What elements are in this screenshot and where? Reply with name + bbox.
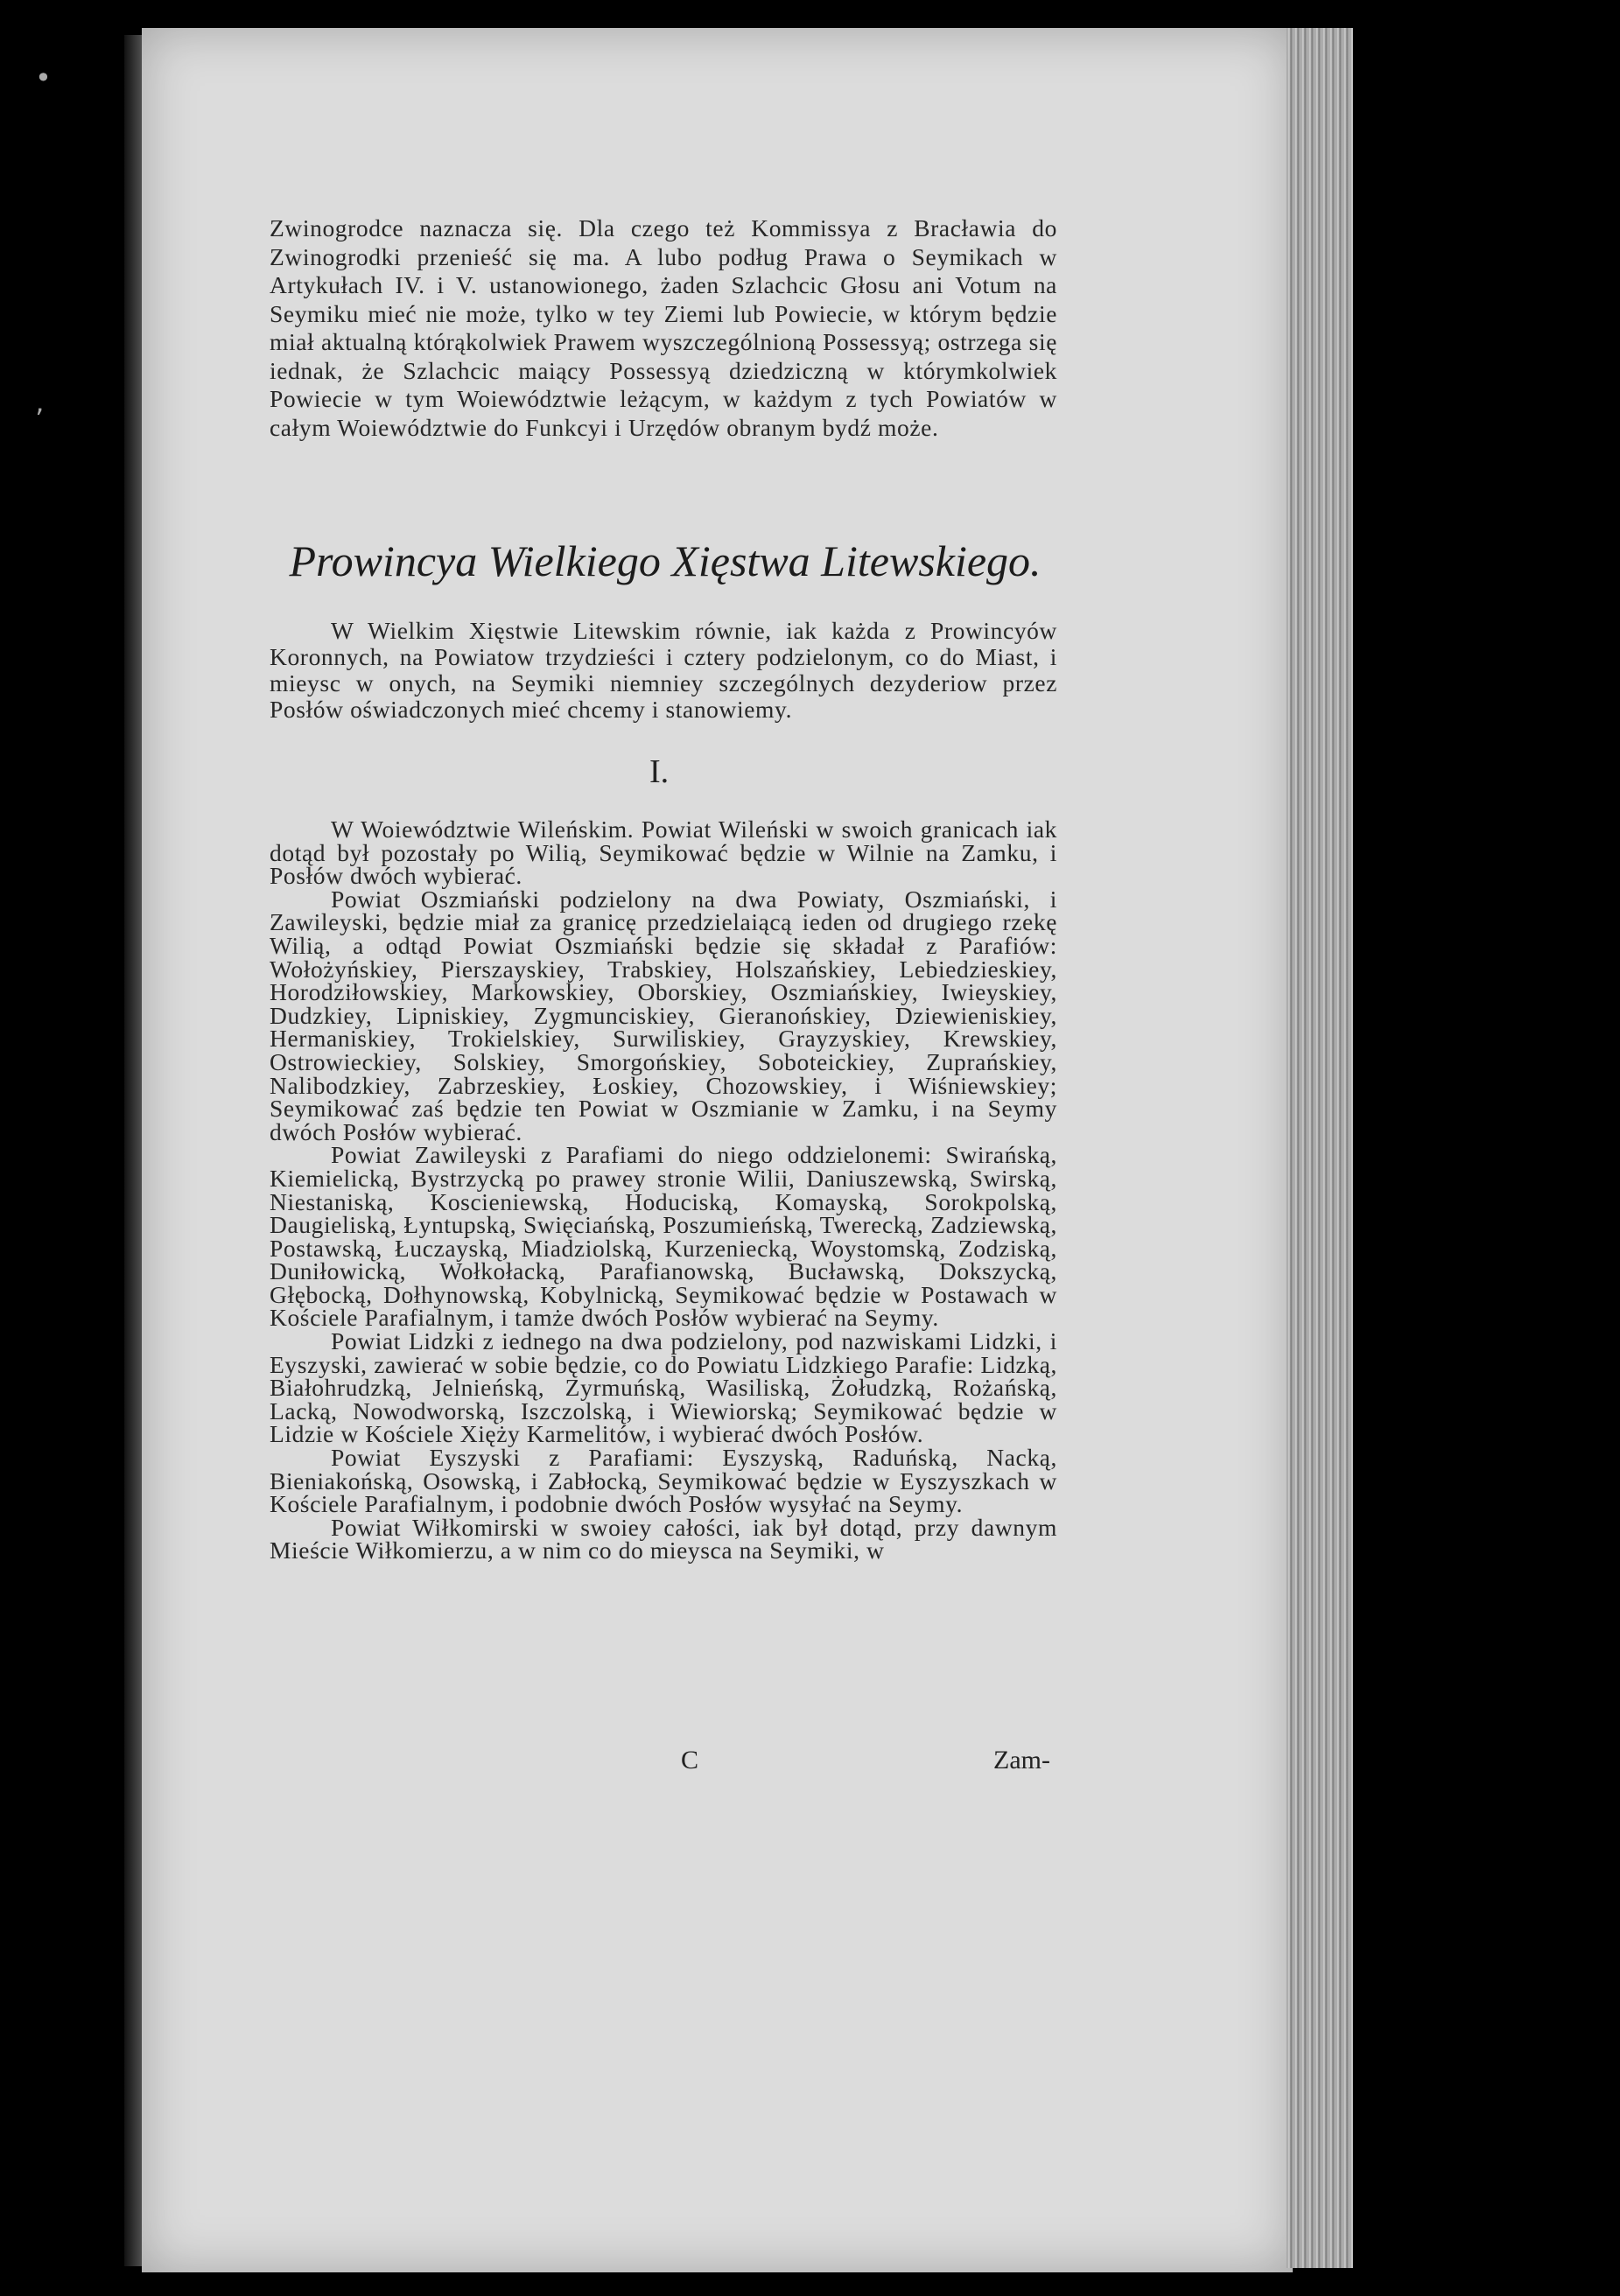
margin-mark: ʼ bbox=[35, 402, 45, 436]
book-spine bbox=[124, 35, 144, 2266]
section-intro: W Wielkim Xięstwie Litewskim równie, iak każda z Prowincyów Koronnych, na Powiatow trzydzieści i cztery podzielonym, co do Miast, i mieysc w onych, na Seymiki niemniey szczególnych dezyderiow przez Posłów oświadczonych mieć chcemy i stanowiemy. bbox=[270, 617, 1057, 723]
paragraph: Powiat Wiłkomirski w swoiey całości, iak był dotąd, przy dawnym Mieście Wiłkomierzu, a w nim co do mieysca na Seymiki, w bbox=[270, 1513, 1057, 1564]
margin-mark: • bbox=[35, 61, 52, 94]
paragraph: Powiat Lidzki z iednego na dwa podzielony, pod nazwiskami Lidzki, i Eyszyski, zawierać w sobie będzie, co do Powiatu Lidzkiego Parafie: Lidzką, Białohrudzką, Jelnieńską, Zyrmuńską, Wasiliską, Żołudzką, Rożańską, Lacką, Nowodworską, Iszczolską, i Wiewiorską; Seymikować będzie w Lidzie w Kościele Xięży Karmelitów, i wybierać dwóch Posłów. bbox=[270, 1327, 1057, 1448]
intro-paragraph: Zwinogrodce naznacza się. Dla czego też Kommissya z Bracławia do Zwinogrodki przenieść się ma. A lubo podług Prawa o Seymikach w Artykułach IV. i V. ustanowionego, żaden Szlachcic Głosu ani Votum na Seymiku mieć nie może, tylko w tey Ziemi lub Powiecie, w którym będzie miał aktualną którąkolwiek Prawem wyszczególnioną Possessyą; ostrzega się iednak, że Szlachcic maiący Possessyą dziedziczną w którymkolwiek Powiecie w tym Woiewództwie leżącym, w każdym z tych Powiatów w całym Woiewództwie do Funkcyi i Urzędów obranym bydź może. bbox=[270, 214, 1057, 441]
article-body bbox=[270, 818, 1057, 1563]
paragraph: Powiat Eyszyski z Parafiami: Eyszyską, Raduńską, Nacką, Bieniakońską, Osowską, i Zabłocką, Seymikować będzie w Eyszyszkach w Kościele Parafialnym, i podobnie dwóch Posłów wysyłać na Seymy. bbox=[270, 1444, 1057, 1518]
paragraph: Powiat Zawileyski z Parafiami do niego oddzielonemi: Swirańską, Kiemielicką, Bystrzycką po prawey stronie Wilii, Daniuszewską, Swirską, Niestaniską, Koscieniewską, Hoduciską, Komayską, Sorokpolską, Daugieliską, Łyntupską, Swięciańską, Poszumieńską, Twerecką, Zadziewską, Postawską, Łuczayską, Miadziolską, Kurzeniecką, Woystomską, Zodziską, Duniłowicką, Wołkołacką, Parafianowską, Bucławską, Dokszycką, Głębocką, Dołhynowską, Kobylnicką, Seymikować będzie w Postawach w Kościele Parafialnym, i tamże dwóch Posłów wybierać na Seymy. bbox=[270, 1141, 1057, 1332]
paragraph: W Woiewództwie Wileńskim. Powiat Wileński w swoich granicach iak dotąd był pozostały po Wilią, Seymikować będzie w Wilnie na Zamku, i Posłów dwóch wybierać. bbox=[270, 816, 1057, 890]
page-edges bbox=[1287, 28, 1353, 2268]
page-footer bbox=[263, 1746, 1050, 1781]
signature-mark: C bbox=[681, 1746, 699, 1774]
paragraph: Powiat Oszmiański podzielony na dwa Powiaty, Oszmiański, i Zawileyski, będzie miał za granicę przedzielaiącą ieden od drugiego rzekę Wilią, a odtąd Powiat Oszmiański będzie się składał z Parafiów: Wołożyńskiey, Pierszayskiey, Trabskiey, Holszańskiey, Lebiedzieskiey, Horodziłowskiey, Markowskiey, Oborskiey, Oszmiańskiey, Iwieyskiey, Dudzkiey, Lipniskiey, Zygmunciskiey, Gieranońskiey, Dziewieniskiey, Hermaniskiey, Trokielskiey, Surwiliskiey, Grayzyskiey, Krewskiey, Ostrowieckiey, Solskiey, Smorgońskiey, Soboteickiey, Zuprańskiey, Nalibodzkiey, Zabrzeskiey, Łoskiey, Chozowskiey, i Wiśniewskiey; Seymikować zaś będzie ten Powiat w Oszmianie w Zamku, i na Seymy dwóch Posłów wybierać. bbox=[270, 885, 1057, 1145]
catchword: Zam- bbox=[993, 1746, 1050, 1774]
article-number: I. bbox=[649, 753, 670, 790]
section-heading: Prowincya Wielkiego Xięstwa Litewskiego. bbox=[289, 536, 1041, 585]
